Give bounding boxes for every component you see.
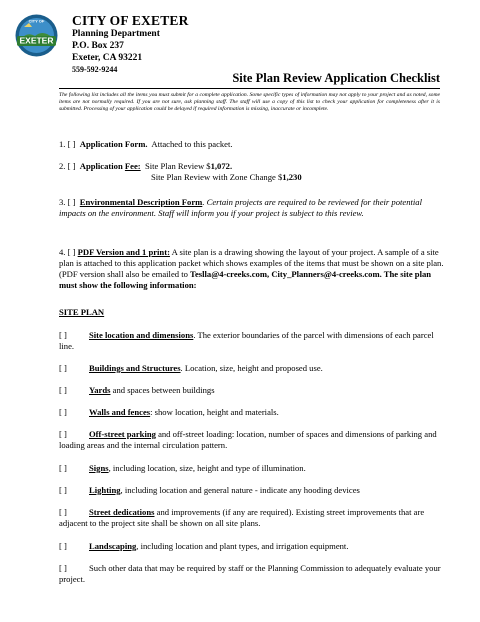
item-number: 3. [ ]: [59, 197, 76, 207]
site-plan-row: [ ] Street dedications and improvements (if any are required). Existing street improvements that are adjacent to the project site shall be shown on all site plans.: [59, 507, 425, 528]
site-plan-heading: SITE PLAN: [59, 307, 105, 317]
item-label: Application Form.: [79, 139, 148, 149]
site-plan-row: [ ] Lighting, including location and general nature - indicate any hooding devices: [59, 485, 360, 495]
site-plan-row: [ ] Yards and spaces between buildings: [59, 385, 215, 395]
po-box: P.O. Box 237: [72, 41, 124, 51]
site-plan-row: [ ] Buildings and Structures. Location, size, height and proposed use.: [59, 363, 323, 373]
city-name: CITY OF EXETER: [72, 13, 189, 28]
fee-value-1: 1,072.: [210, 161, 233, 171]
site-plan-row: [ ] Walls and fences: show location, height and materials.: [59, 407, 279, 417]
site-plan-row: [ ] Such other data that may be required by staff or the Planning Commission to adequately evaluate your project.: [59, 563, 441, 584]
item-text: Attached to this packet.: [151, 139, 233, 149]
item-number: 4. [ ]: [59, 247, 76, 257]
svg-text:CITY OF: CITY OF: [28, 18, 45, 24]
title-divider: [59, 88, 440, 89]
intro-paragraph: The following list includes all the items you must submit for a complete application. Some specific types of information may not apply to your project and as noted, some items are not normally required. If you are not sure, ask planning staff. The staff will use a copy of this list to check your application for completeness after it is submitted. Processing of your application could be delayed if required information is missing, inaccurate or incomplete.: [59, 92, 440, 113]
fee-line-2: Site Plan Review with Zone Change $: [151, 172, 283, 182]
letterhead: [72, 14, 452, 75]
item-pdf-version: [59, 247, 450, 291]
site-plan-row: [ ] Site location and dimensions. The exterior boundaries of the parcel with dimensions of each parcel line.: [59, 330, 434, 351]
item-application-fee: [59, 161, 450, 183]
site-plan-row: [ ] Off-street parking and off-street loading: location, number of spaces and dimensions of parking and loading areas and the internal circulation pattern.: [59, 429, 437, 450]
item-emails: Teslla@4-creeks.com, City_Planners@4-creeks.com. The site plan must show the following information:: [59, 269, 432, 290]
item-application-form: [59, 139, 450, 150]
phone-number: 559-592-9244: [72, 65, 118, 74]
item-label-underlined: Fee:: [124, 161, 141, 171]
city-seal-logo: [15, 14, 58, 57]
city-state-zip: Exeter, CA 93221: [72, 53, 143, 63]
fee-value-2: 1,230: [282, 172, 302, 182]
fee-line-1: Site Plan Review $: [144, 161, 211, 171]
item-environmental-form: [59, 197, 450, 219]
item-number: 1. [ ]: [59, 139, 76, 149]
department-name: Planning Department: [72, 29, 160, 39]
item-label: Application: [79, 161, 123, 171]
site-plan-row: [ ] Landscaping, including location and plant types, and irrigation equipment.: [59, 541, 349, 551]
fee-line-2-wrap: [59, 172, 450, 183]
site-plan-row: [ ] Signs, including location, size, height and type of illumination.: [59, 463, 306, 473]
item-text: . Certain projects are required to be reviewed for their potential impacts on the environment. Staff will inform you if your project is subject to this review.: [59, 197, 422, 218]
svg-text:EXETER: EXETER: [19, 35, 54, 46]
item-label: Environmental Description Form: [79, 197, 203, 207]
document-title: Site Plan Review Application Checklist: [232, 71, 440, 85]
item-number: 2. [ ]: [59, 161, 76, 171]
item-text: A site plan is a drawing showing the layout of your project. A sample of a site plan is attached to this application packet which shows examples of the items that must be shown on a site plan. (PDF version shall also be emailed to: [59, 247, 444, 279]
item-label: PDF Version and 1 print:: [77, 247, 170, 257]
